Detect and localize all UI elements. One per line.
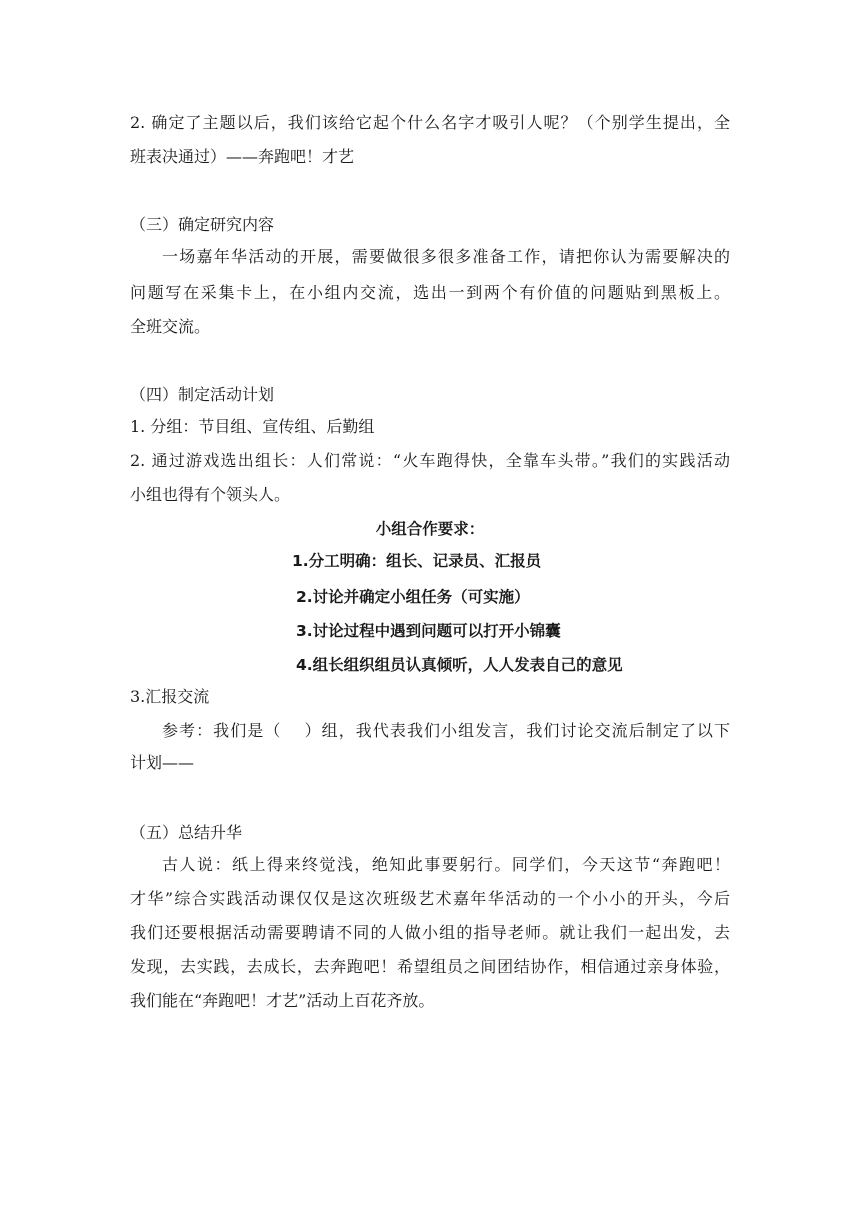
section-3-paragraph-line-3: 全班交流。: [130, 317, 211, 336]
reference-line-2: 计划——: [130, 753, 195, 772]
section-4-item-1: 1. 分组：节目组、宣传组、后勤组: [130, 417, 375, 436]
section-3-paragraph-line-2: 问题写在采集卡上，在小组内交流，选出一到两个有价值的问题贴到黑板上。: [130, 283, 730, 302]
section-3-heading: （三）确定研究内容: [130, 215, 275, 234]
section-4-item-2-line-1: 2. 通过游戏选出组长：人们常说：“火车跑得快，全靠车头带。”我们的实践活动: [130, 451, 730, 470]
requirement-item-2: 2.讨论并确定小组任务（可实施）: [296, 588, 530, 606]
section-5-paragraph-line-3: 我们还要根据活动需要聘请不同的人做小组的指导老师。就让我们一起出发，去: [130, 923, 730, 942]
section-4-item-2-line-2: 小组也得有个领头人。: [130, 485, 291, 504]
section-5-paragraph-line-5: 我们能在“奔跑吧！才艺”活动上百花齐放。: [130, 991, 435, 1010]
requirement-item-4: 4.组长组织组员认真倾听，人人发表自己的意见: [296, 656, 623, 674]
section-4-item-3: 3.汇报交流: [130, 687, 210, 706]
reference-line-1: 参考：我们是（ ）组，我代表我们小组发言，我们讨论交流后制定了以下: [162, 721, 730, 740]
requirement-item-3: 3.讨论过程中遇到问题可以打开小锦囊: [296, 622, 561, 640]
item-2-naming-line-2: 班表决通过）——奔跑吧！才艺: [130, 147, 355, 166]
section-5-paragraph-line-2: 才华”综合实践活动课仅仅是这次班级艺术嘉年华活动的一个小小的开头，今后: [130, 889, 730, 908]
requirements-title: 小组合作要求：: [375, 520, 485, 538]
section-5-heading: （五）总结升华: [130, 823, 243, 842]
section-5-paragraph-line-4: 发现，去实践，去成长，去奔跑吧！希望组员之间团结协作，相信通过亲身体验，: [130, 957, 730, 976]
section-5-paragraph-line-1: 古人说：纸上得来终觉浅，绝知此事要躬行。同学们，今天这节“奔跑吧！: [162, 855, 730, 874]
section-3-paragraph-line-1: 一场嘉年华活动的开展，需要做很多很多准备工作，请把你认为需要解决的: [162, 247, 730, 266]
item-2-naming-line-1: 2. 确定了主题以后，我们该给它起个什么名字才吸引人呢？（个别学生提出，全: [130, 113, 730, 132]
section-4-heading: （四）制定活动计划: [130, 385, 275, 404]
requirement-item-1: 1.分工明确：组长、记录员、汇报员: [292, 552, 542, 570]
